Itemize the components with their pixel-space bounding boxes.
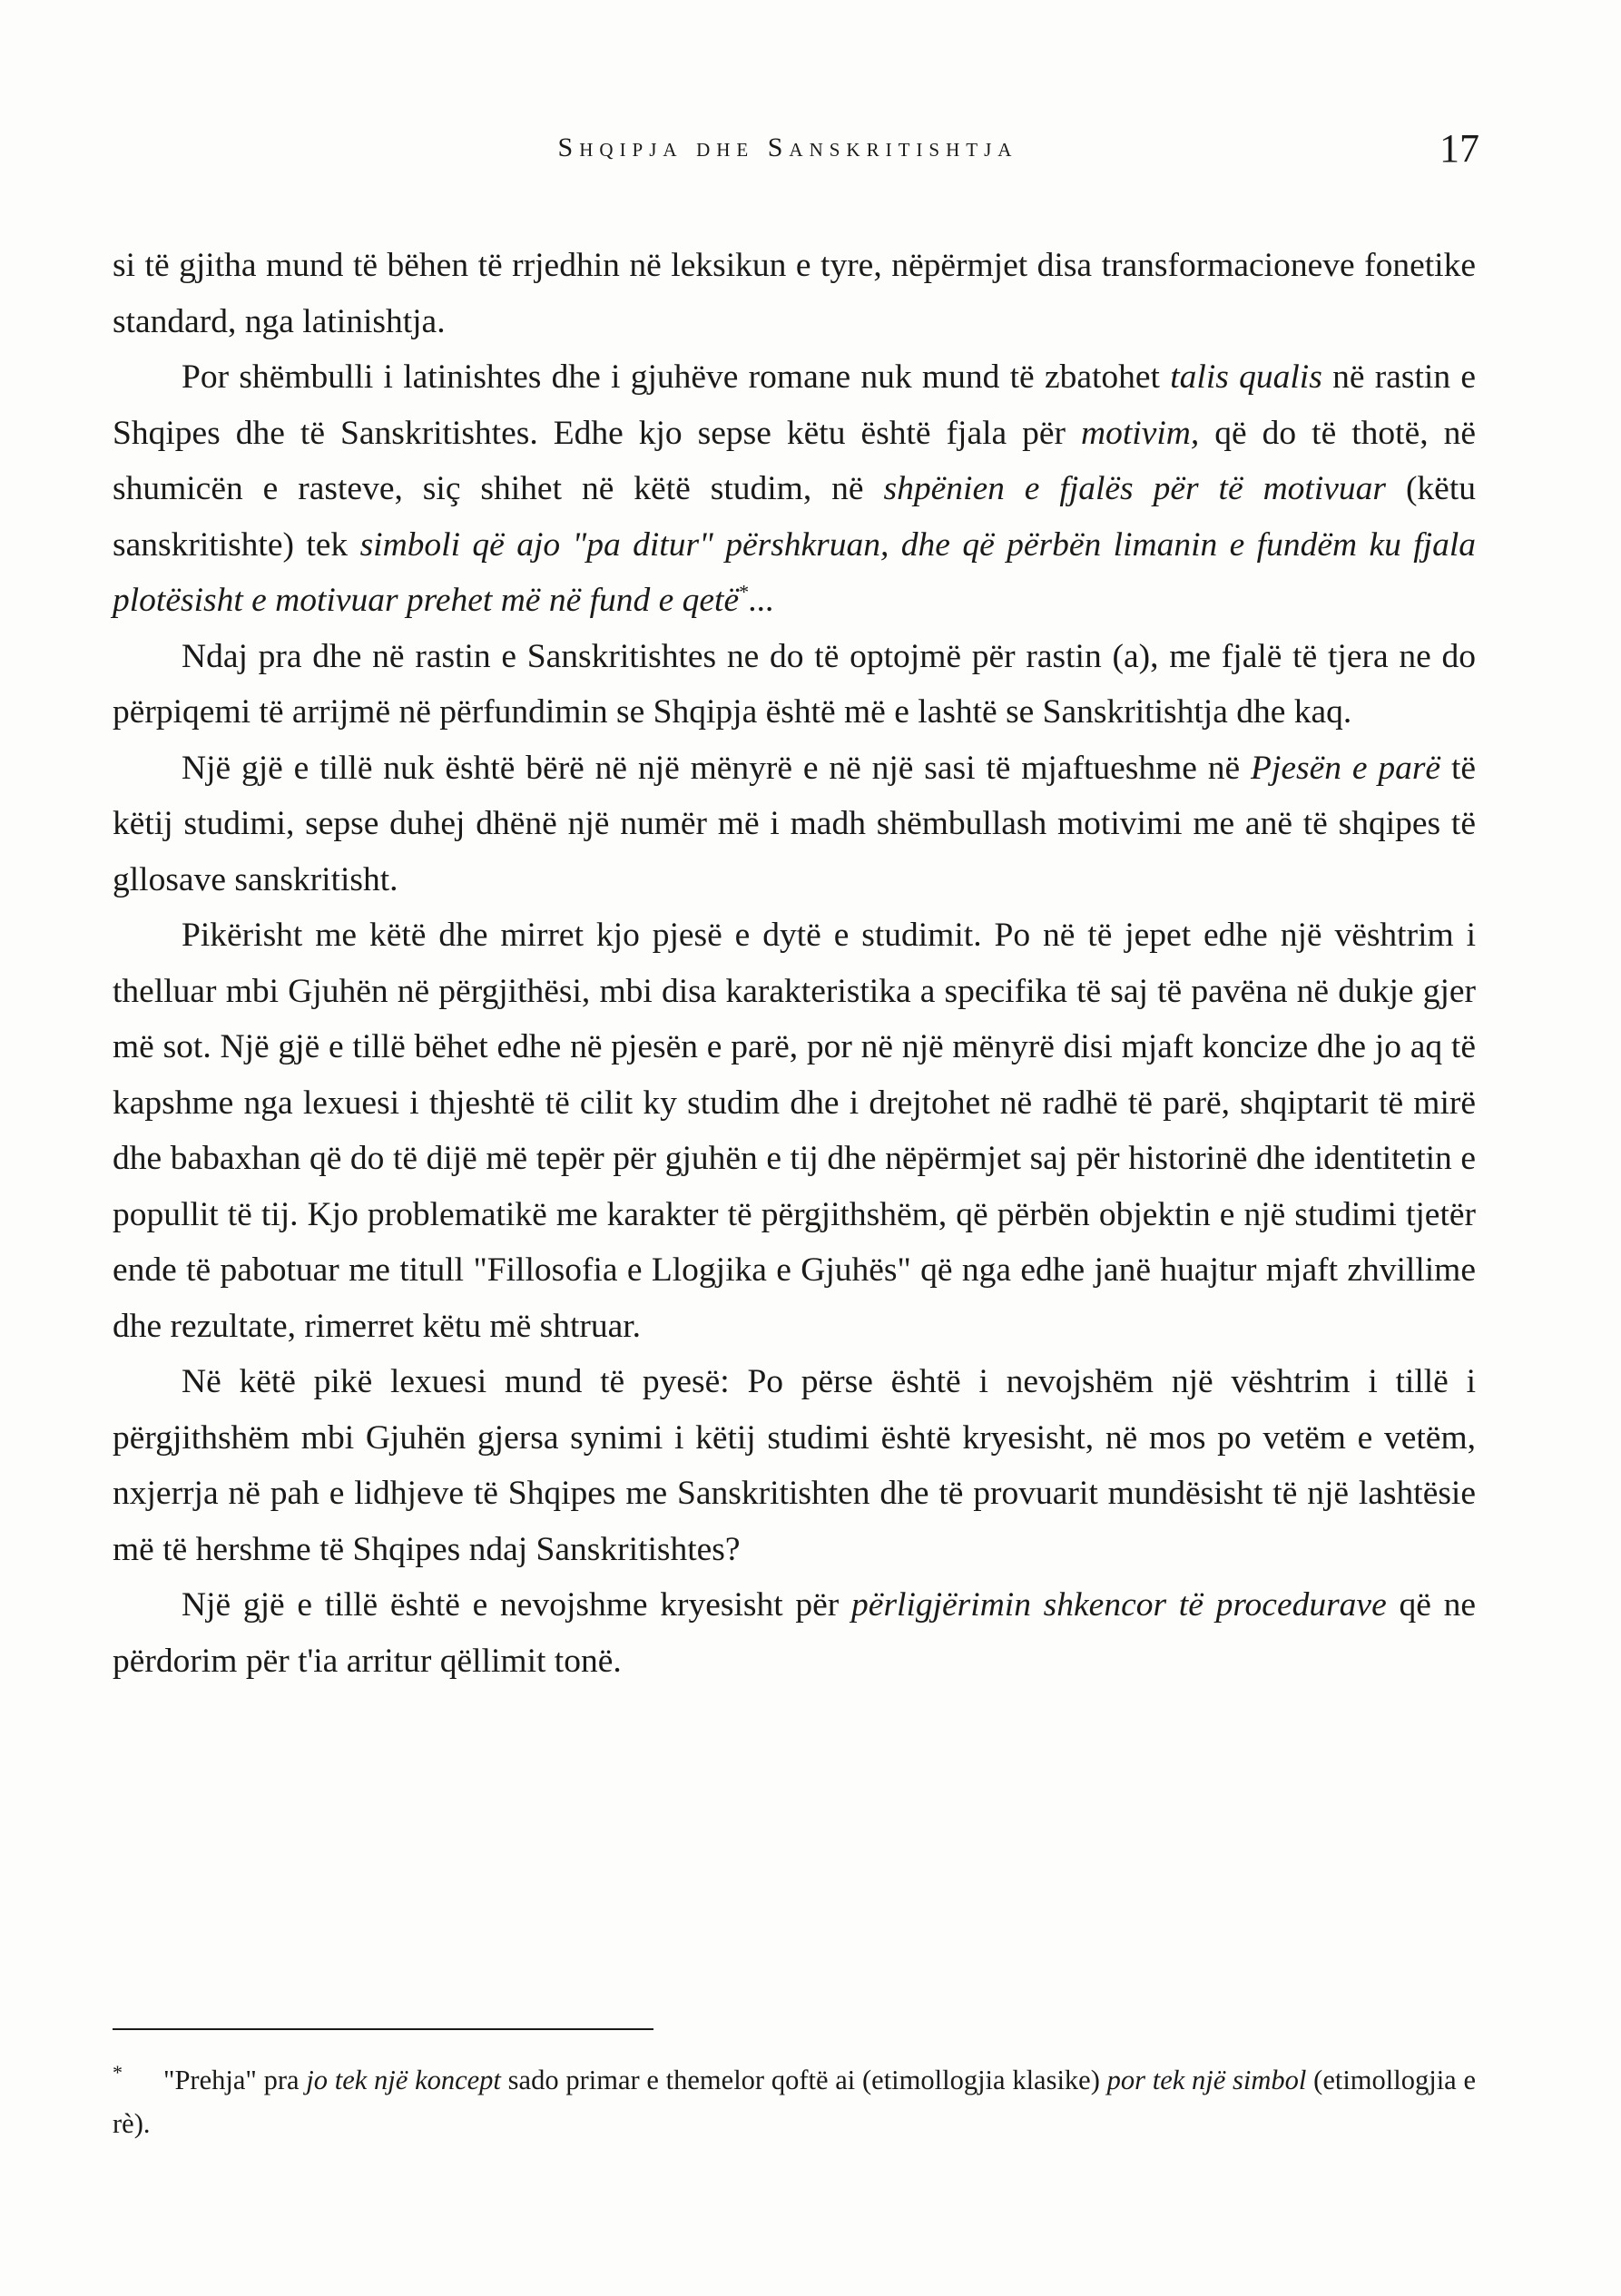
italic-run: motivim,: [1081, 414, 1200, 452]
running-head: [116, 125, 1479, 180]
running-title: Shqipja dhe Sanskritishtja: [557, 132, 1018, 162]
footnote: * "Prehja" pra jo tek një koncept sado primar e themelor qoftë ai (etimollogjia klasike) por tek një simbol (etimollogjia e rè).: [113, 2060, 1476, 2139]
paragraph-4: [113, 741, 1476, 908]
italic-run: jo tek një koncept: [306, 2065, 501, 2095]
italic-run: talis qualis: [1170, 358, 1322, 396]
text-run: të këtij studimi, sepse duhej dhënë një numër më i madh shëmbullash motivimi me anë të shqipes të gllosave sanskritisht.: [113, 749, 1477, 898]
text-run: (këtu sanskritishte) tek: [113, 470, 1476, 564]
text-run: Një gjë e tillë është e nevojshme kryesisht për: [182, 1586, 852, 1624]
paragraph-6: [113, 1354, 1476, 1577]
text-run: (etimollogjia e rè).: [113, 2065, 1476, 2139]
paragraph-3: [113, 629, 1476, 741]
text-run: Pikërisht me këtë dhe mirret kjo pjesë e dytë e studimit. Po në të jepet edhe një vështrim i thelluar mbi Gjuhën në përgjithësi, mbi disa karakteristika a specifika të saj të pavëna në dukje gjer më sot. Një gjë e tillë bëhet edhe në pjesën e parë, por në një mënyrë disi mjaft koncize dhe jo aq të kapshme nga lexuesi i thjeshtë të cilit ky studim dhe i drejtohet në radhë të parë, shqiptarit të mirë dhe babaxhan që do të dijë më tepër për gjuhën e tij dhe nëpërmjet saj për historinë dhe identitetin e popullit të tij. Kjo problematikë me karakter të përgjithshëm, që përbën objektin e një studimi tjetër ende të pabotuar me titull "Fillosofia e Llogjika e Gjuhës" që nga edhe janë huajtur mjaft zhvillime dhe rezultate, rimerret këtu më shtruar.: [113, 917, 1476, 1345]
paragraph-1: [113, 238, 1476, 349]
text-run: në rastin e Shqipes dhe të Sanskritishtes. Edhe kjo sepse këtu është fjala për: [113, 358, 1477, 452]
paragraph-7: [113, 1577, 1476, 1689]
paragraph-2: [113, 349, 1476, 629]
text-run: Në këtë pikë lexuesi mund të pyesë: Po përse është i nevojshëm një vështrim i tillë i përgjithshëm mbi Gjuhën gjersa synimi i këtij studimi është kryesisht, në mos po vetëm e vetëm, nxjerrja në pah e lidhjeve të Shqipes me Sanskritishten dhe të provuarit mundësisht të një lashtësie më të hershme të Shqipes ndaj Sanskritishtes?: [113, 1363, 1476, 1568]
italic-run: simboli që ajo "pa ditur" përshkruan, dhe që përbën limanin e fundëm ku fjala plotësisht e motivuar prehet më në fund e qetë: [113, 525, 1476, 619]
footnote-reference: *: [739, 580, 750, 603]
italic-run: Pjesën e parë: [1251, 749, 1441, 787]
text-run: që do të thotë, në shumicën e rasteve, siç shihet në këtë studim, në: [113, 414, 1476, 507]
text-run: "Prehja" pra: [163, 2065, 307, 2095]
page-number: 17: [1439, 126, 1479, 171]
text-run: Ndaj pra dhe në rastin e Sanskritishtes ne do të optojmë për rastin (a), me fjalë të tjera ne do përpiqemi të arrijmë në përfundimin se Shqipja është më e lashtë se Sanskritishtja dhe kaq.: [113, 637, 1476, 731]
text-run: sado primar e themelor qoftë ai (etimollogjia klasike): [500, 2065, 1107, 2095]
text-run: si të gjitha mund të bëhen të rrjedhin në leksikun e tyre, nëpërmjet disa transformacioneve fonetike standard, nga latinishtja.: [113, 247, 1476, 340]
body-text: [113, 238, 1476, 1689]
italic-run: përligjërimin shkencor të procedurave: [851, 1586, 1387, 1624]
text-run: që ne përdorim për t'ia arritur qëllimit tonë.: [113, 1586, 1477, 1680]
text-run: Një gjë e tillë nuk është bërë në një mënyrë e në një sasi të mjaftueshme në: [182, 749, 1252, 787]
text-run: Por shëmbulli i latinishtes dhe i gjuhëve romane nuk mund të zbatohet: [182, 358, 1171, 396]
italic-run: por tek një simbol: [1106, 2065, 1307, 2095]
italic-run: ...: [749, 582, 775, 619]
paragraph-5: [113, 908, 1476, 1354]
italic-run: shpënien e fjalës për të motivuar: [883, 470, 1386, 507]
footnote-rule: [113, 2028, 653, 2030]
